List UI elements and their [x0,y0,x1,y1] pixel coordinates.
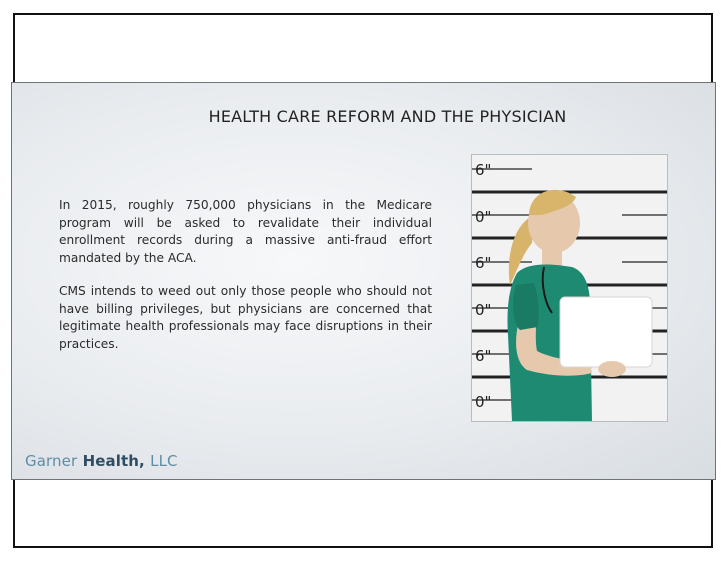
paragraph-1: In 2015, roughly 750,000 physicians in the Medicare program will be asked to revalidate their individual enrollment records during a massive anti-fraud effort mandated by the ACA. [59,198,432,265]
slide-body [59,197,432,369]
slide-title: HEALTH CARE REFORM AND THE PHYSICIAN [208,107,567,126]
height-mark: 6" [475,254,492,272]
height-mark: 0" [475,208,492,226]
company-brand [25,452,178,470]
paragraph-2: CMS intends to weed out only those people who should not have billing privileges, but physicians are concerned that legitimate health professionals may face disruptions in their practices. [59,284,432,351]
height-mark: 6" [475,161,492,179]
height-mark: 0" [475,393,492,411]
height-mark: 0" [475,301,492,319]
brand-part-health: Health, [82,452,145,470]
height-mark: 6" [475,347,492,365]
nurse-lineup-image [472,155,667,421]
brand-part-llc: LLC [150,452,178,470]
brand-part-garner: Garner [25,452,78,470]
mugshot-photo [471,154,668,422]
slide [11,82,716,480]
